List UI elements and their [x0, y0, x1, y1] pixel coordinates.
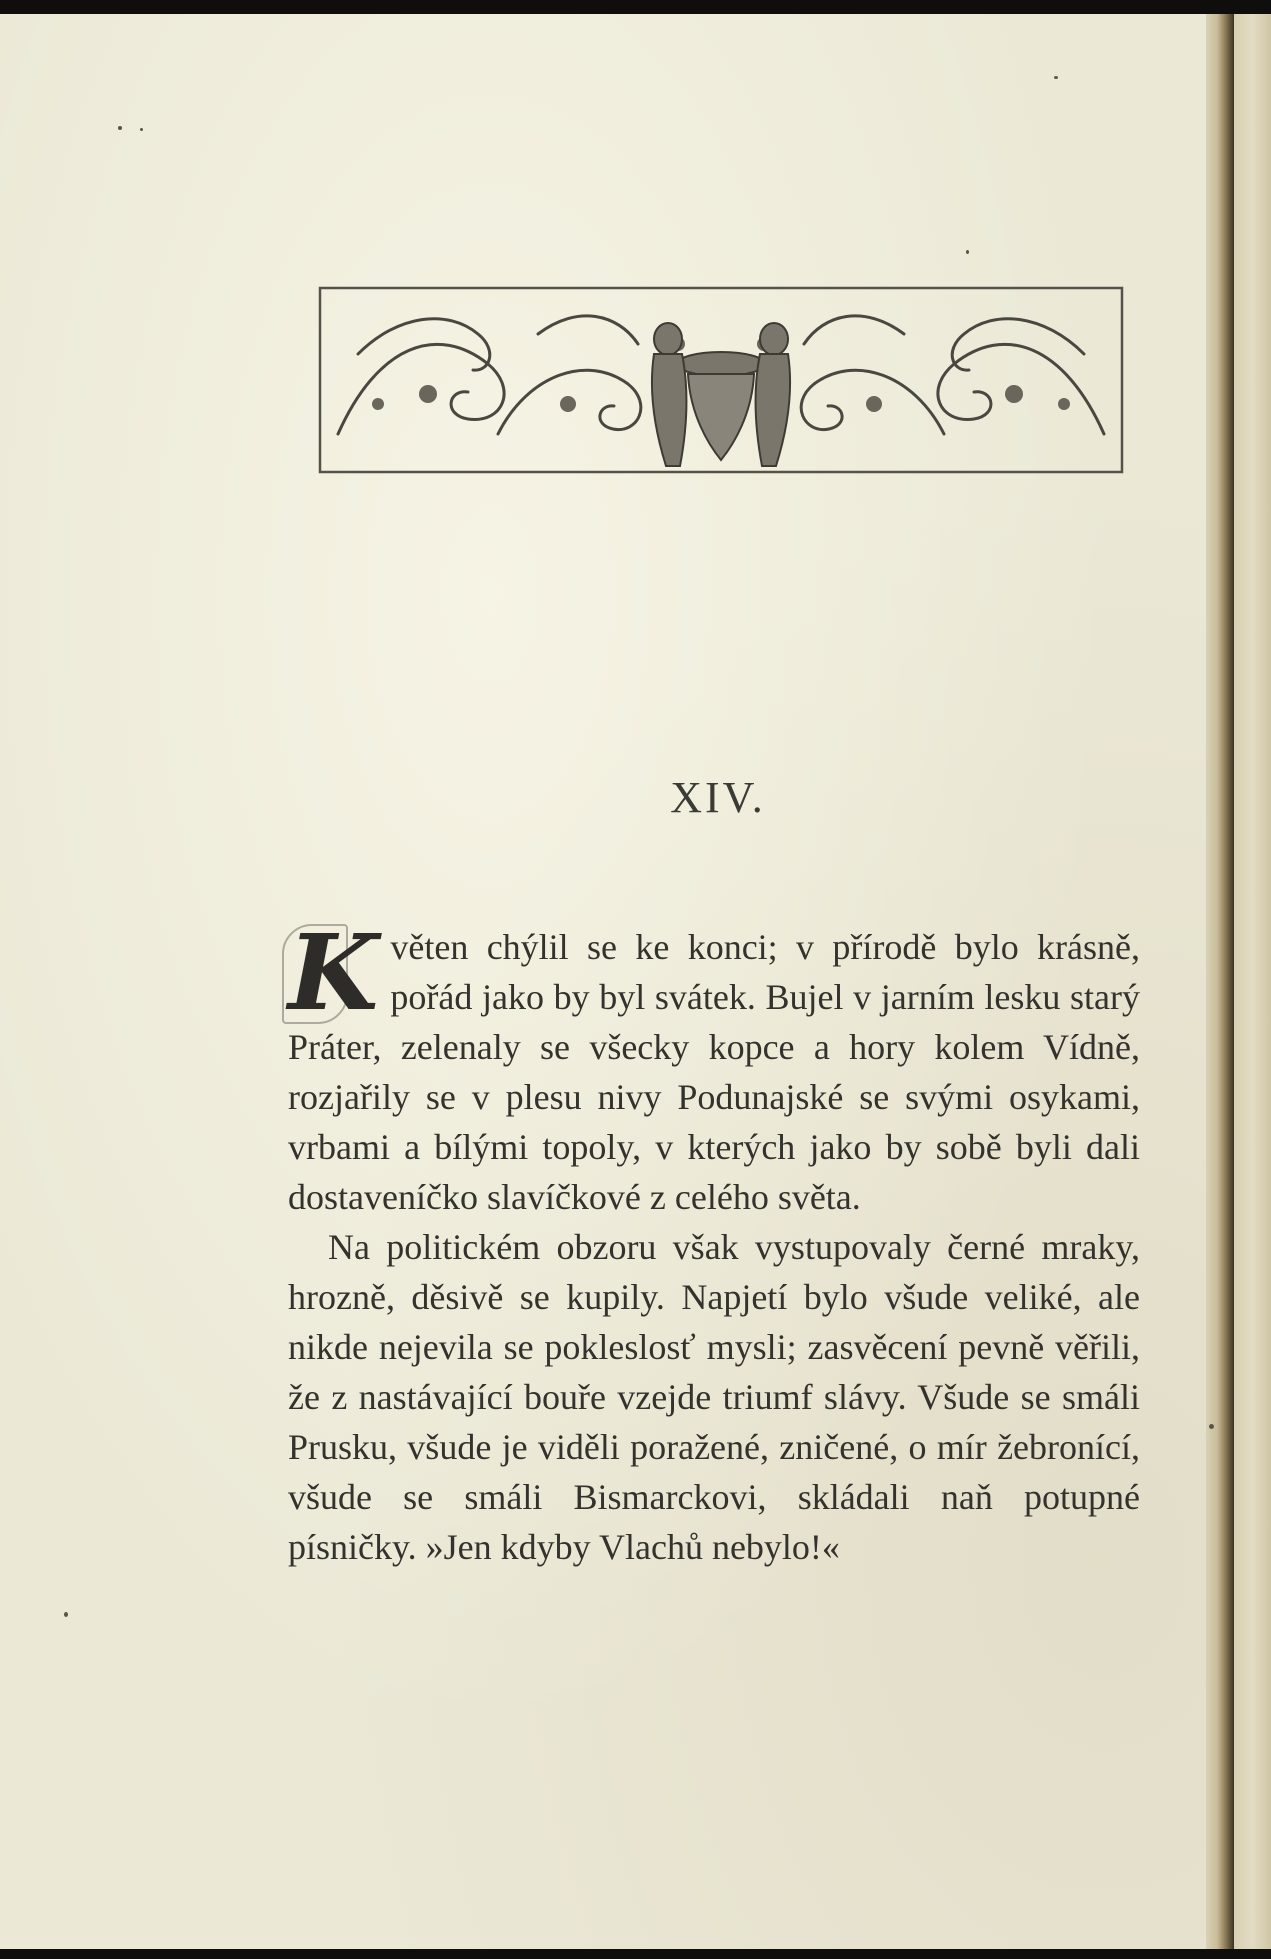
adjacent-page-edge	[1234, 14, 1271, 1949]
paper-speck	[966, 250, 969, 254]
page-gutter-shadow	[1206, 14, 1234, 1949]
chapter-heading: XIV.	[670, 773, 766, 822]
paper-speck	[118, 126, 122, 130]
body-text	[288, 911, 1140, 1572]
floral-headpiece-ornament-with-figures	[318, 284, 1124, 476]
drop-cap-initial: K	[288, 911, 379, 1034]
paper-speck	[64, 1612, 68, 1617]
paragraph-2: Na politickém obzoru však vystupovaly černé mraky, hrozně, děsivě se kupily. Napjetí bylo všude veliké, ale nikde nejevila se pokleslosť mysli; zasvěcení pevně věřili, že z nastávající bouře vzejde triumf slávy. Všude se smáli Prusku, všude je viděli poražené, zničené, o mír žebronící, všude se smáli Bismarckovi, skládali naň potupné písničky. »Jen kdyby Vlachů nebylo!«	[288, 1227, 1140, 1567]
paper-speck	[140, 128, 143, 131]
paragraph-1	[288, 911, 1140, 1222]
paper-speck	[1054, 76, 1058, 79]
paper-speck	[1209, 1424, 1214, 1429]
paragraph-1-text: věten chýlil se ke konci; v přírodě bylo krásně, pořád jako by byl svátek. Bujel v jarním lesku starý Práter, zelenaly se všecky kopce a hory kolem Vídně, rozjařily se v plesu nivy Podunajské se svými osykami, vrbami a bílými topoly, v kterých jako by sobě byli dali dostaveníčko slavíčkové z celého světa.	[288, 927, 1140, 1217]
